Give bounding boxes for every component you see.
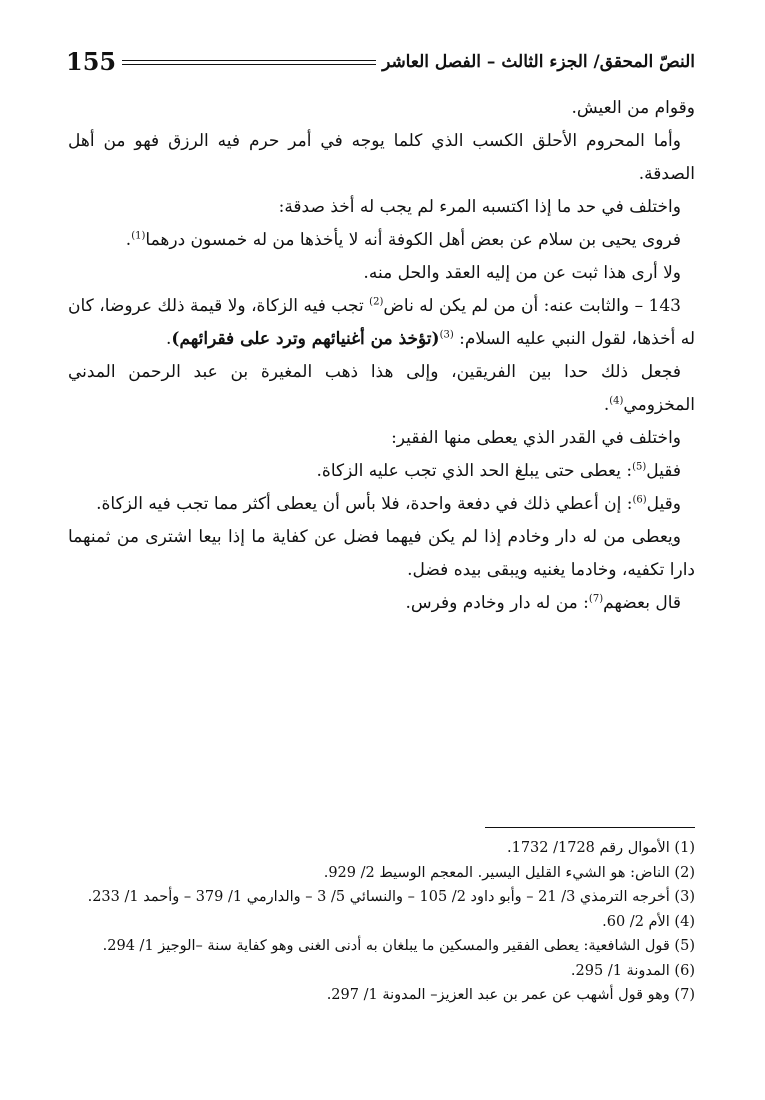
- paragraph-9-lead: فقيل: [646, 461, 681, 481]
- footnote-ref-2: (2): [369, 296, 384, 308]
- paragraph-6-mid: تجب فيه الزكاة، ولا قيمة ذلك عروضا، كان له أخذها، لقول النبي عليه السلام:: [68, 296, 695, 349]
- paragraph-10: [68, 488, 695, 521]
- paragraph-4-text: فروى يحيى بن سلام عن بعض أهل الكوفة أنه لا يأخذها من له خمسون درهما: [145, 230, 681, 250]
- paragraph-7: [68, 356, 695, 422]
- paragraph-2: وأما المحروم الأحلق الكسب الذي كلما يوجه في أمر حرم فيه الرزق فهو من أهل الصدقة.: [68, 131, 695, 184]
- footnote-ref-5: (5): [632, 461, 647, 473]
- footnote-1: (1) الأموال رقم 1728/ 1732.: [506, 840, 695, 856]
- paragraph-6-tail: .: [166, 329, 172, 349]
- body-text: [68, 92, 695, 620]
- running-header: [66, 44, 695, 78]
- paragraph-7-tail: .: [603, 395, 610, 415]
- page-number: 155: [66, 47, 117, 76]
- footnotes: [68, 836, 695, 1008]
- paragraph-4-tail: .: [125, 230, 132, 250]
- paragraph-1: وقوام من العيش.: [571, 98, 695, 118]
- paragraph-12-lead: قال بعضهم: [603, 593, 681, 613]
- footnote-7: (7) وهو قول أشهب عن عمر بن عبد العزيز– المدونة 1/ 297.: [326, 987, 695, 1003]
- paragraph-6-lead: 143 – والثابت عنه: أن من لم يكن له ناض: [383, 296, 681, 316]
- footnote-ref-6: (6): [632, 494, 647, 506]
- header-title: النصّ المحقق/ الجزء الثالث – الفصل العاشر: [382, 52, 695, 72]
- paragraph-4: [68, 224, 695, 257]
- paragraph-6: [68, 290, 695, 356]
- paragraph-10-text: : إن أعطي ذلك في دفعة واحدة، فلا بأس أن يعطى أكثر مما تجب فيه الزكاة.: [96, 494, 633, 514]
- paragraph-9: [68, 455, 695, 488]
- hadith-quote: (تؤخذ من أغنيائهم وترد على فقرائهم): [171, 329, 440, 349]
- footnote-ref-4: (4): [609, 395, 624, 407]
- footnote-3: (3) أخرجه الترمذي 3/ 21 – وأبو داود 2/ 105 – والنسائي 5/ 3 – والدارمي 1/ 379 – وأحمد 1/ 233.: [87, 889, 695, 905]
- footnote-divider: [485, 827, 695, 828]
- footnote-5: (5) قول الشافعية: يعطى الفقير والمسكين ما يبلغان به أدنى الغنى وهو كفاية سنة –الوجيز 1/ 294.: [102, 938, 695, 954]
- footnote-2: (2) الناض: هو الشيء القليل اليسير. المعجم الوسيط 2/ 929.: [323, 864, 695, 881]
- paragraph-8: واختلف في القدر الذي يعطى منها الفقير:: [391, 428, 681, 448]
- paragraph-12-text: : من له دار وخادم وفرس.: [405, 593, 589, 613]
- paragraph-12: [68, 587, 695, 620]
- footnote-ref-1: (1): [131, 230, 146, 242]
- paragraph-9-text: : يعطى حتى يبلغ الحد الذي تجب عليه الزكاة.: [316, 461, 633, 481]
- paragraph-11: ويعطى من له دار وخادم إذا لم يكن فيهما فضل عن كفاية ما إذا بيعا اشترى من ثمنهما دارا تكفيه، وخادما يغنيه ويبقى بيده فضل.: [68, 527, 695, 580]
- footnote-ref-7: (7): [588, 593, 604, 605]
- paragraph-3: واختلف في حد ما إذا اكتسبه المرء لم يجب له أخذ صدقة:: [278, 197, 681, 217]
- header-rule: [122, 60, 376, 65]
- footnote-ref-3: (3): [439, 329, 454, 341]
- paragraph-10-lead: وقيل: [646, 494, 681, 514]
- footnote-6: (6) المدونة 1/ 295.: [570, 962, 695, 979]
- footnote-4: (4) الأم 2/ 60.: [602, 913, 695, 930]
- paragraph-5: ولا أرى هذا ثبت عن من إليه العقد والحل منه.: [363, 263, 681, 283]
- paragraph-7-text: فجعل ذلك حدا بين الفريقين، وإلى هذا ذهب المغيرة بن عبد الرحمن المدني المخزومي: [68, 362, 695, 415]
